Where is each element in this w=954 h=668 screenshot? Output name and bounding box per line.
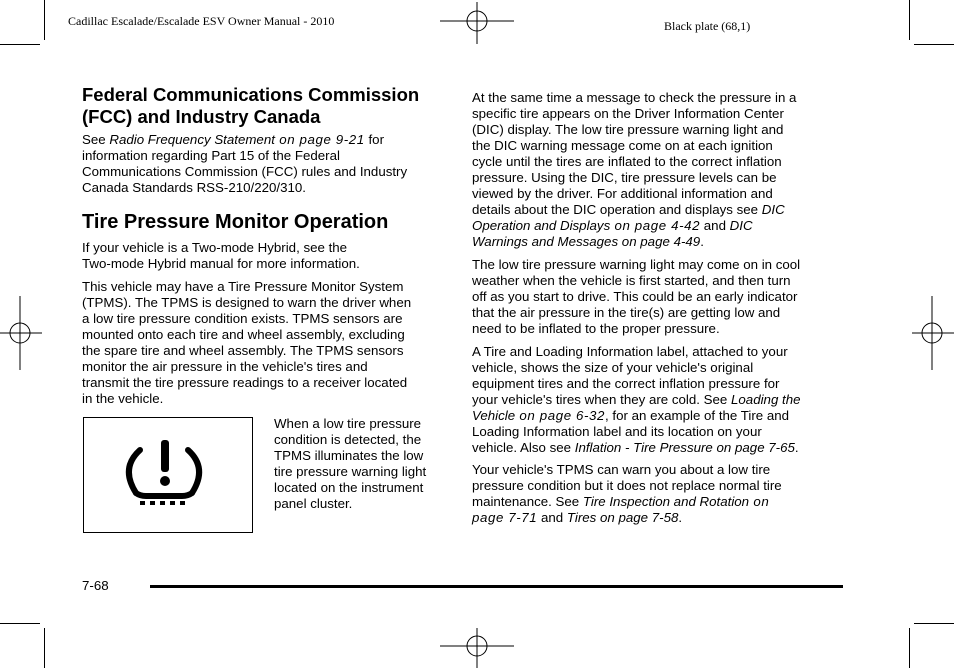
registration-mark-right bbox=[910, 296, 954, 370]
fcc-paragraph: See Radio Frequency Statement on page 9-21 for information regarding Part 15 of the Federal Communications Commission (FCC) rules and Industry Canada Standards RSS-210/220/310. bbox=[82, 132, 408, 195]
footer-rule bbox=[150, 585, 843, 588]
crop-mark bbox=[44, 0, 45, 40]
dic-paragraph: At the same time a message to check the pressure in a specific tire appears on the Driver Information Center (DIC) display. The low tire pressure warning light and the DIC warning message come on at each ignition cycle until the tires are inflated to the correct inflation pressure. Using the DIC, tire pressure levels can be viewed by the driver. For additional information and details about the DIC operation and displays see DIC Operation and Displays on page 4-42 and DIC Warnings and Messages on page 4-49. bbox=[472, 90, 797, 249]
fcc-cross-reference[interactable]: Radio Frequency Statement bbox=[109, 132, 275, 147]
registration-mark-bottom bbox=[440, 626, 514, 668]
loading-vehicle-reference[interactable]: Loading the bbox=[731, 392, 801, 407]
tires-reference[interactable]: Tires bbox=[566, 510, 597, 525]
page-number: 7-68 bbox=[82, 578, 109, 593]
crop-mark bbox=[0, 44, 40, 45]
manual-title: Cadillac Escalade/Escalade ESV Owner Manual - 2010 bbox=[68, 14, 335, 28]
registration-mark-top bbox=[440, 2, 514, 46]
tpm-heading: Tire Pressure Monitor Operation bbox=[82, 211, 389, 233]
tire-label-paragraph: A Tire and Loading Information label, attached to your vehicle, shows the size of your vehicle's original equipment tires and the correct inflation pressure for your vehicle's tires when they are cold. See Loading the Vehicle on page 6-32, for an example of the Tire and Loading Information label and its location on your vehicle. Also see Inflation - Tire Pressure on page 7-65. bbox=[472, 344, 801, 455]
crop-mark bbox=[914, 44, 954, 45]
inflation-reference[interactable]: Inflation - Tire Pressure bbox=[574, 440, 713, 455]
cool-weather-paragraph: The low tire pressure warning light may come on in cool weather when the vehicle is first started, and then turn off as you start to drive. This could be an early indicator that the air pressure in the tire(s) are getting low and need to be inflated to the proper pressure. bbox=[472, 257, 801, 336]
registration-mark-left bbox=[0, 296, 44, 370]
tpms-icon-box bbox=[83, 417, 253, 533]
crop-mark bbox=[914, 623, 954, 624]
crop-mark bbox=[44, 628, 45, 668]
tpms-paragraph: This vehicle may have a Tire Pressure Monitor System (TPMS). The TPMS is designed to warn the driver when a low tire pressure condition exists. TPMS sensors are mounted onto each tire and wheel assembly, excluding the spare tire and wheel assembly. The TPMS sensors monitor the air pressure in the vehicle's tires and transmit the tire pressure readings to a receiver located in the vehicle. bbox=[82, 279, 412, 406]
dic-warnings-reference[interactable]: DIC bbox=[729, 218, 753, 233]
hybrid-paragraph: If your vehicle is a Two-mode Hybrid, see the Two-mode Hybrid manual for more information. bbox=[82, 240, 360, 271]
crop-mark bbox=[909, 628, 910, 668]
maintenance-paragraph: Your vehicle's TPMS can warn you about a low tire pressure condition but it does not replace normal tire maintenance. See Tire Inspection and Rotation on page 7-71 and Tires on page 7-58. bbox=[472, 462, 782, 525]
plate-label: Black plate (68,1) bbox=[664, 19, 751, 33]
tire-pressure-warning-icon bbox=[84, 418, 252, 532]
dic-operation-reference[interactable]: DIC bbox=[761, 202, 785, 217]
tire-inspection-reference[interactable]: Tire Inspection and Rotation bbox=[582, 494, 750, 509]
crop-mark bbox=[0, 623, 40, 624]
crop-mark bbox=[909, 0, 910, 40]
warning-light-paragraph: When a low tire pressure condition is detected, the TPMS illuminates the low tire pressure warning light located on the instrument panel cluster. bbox=[274, 416, 427, 511]
fcc-heading: Federal Communications Commission (FCC) and Industry Canada bbox=[82, 84, 420, 127]
